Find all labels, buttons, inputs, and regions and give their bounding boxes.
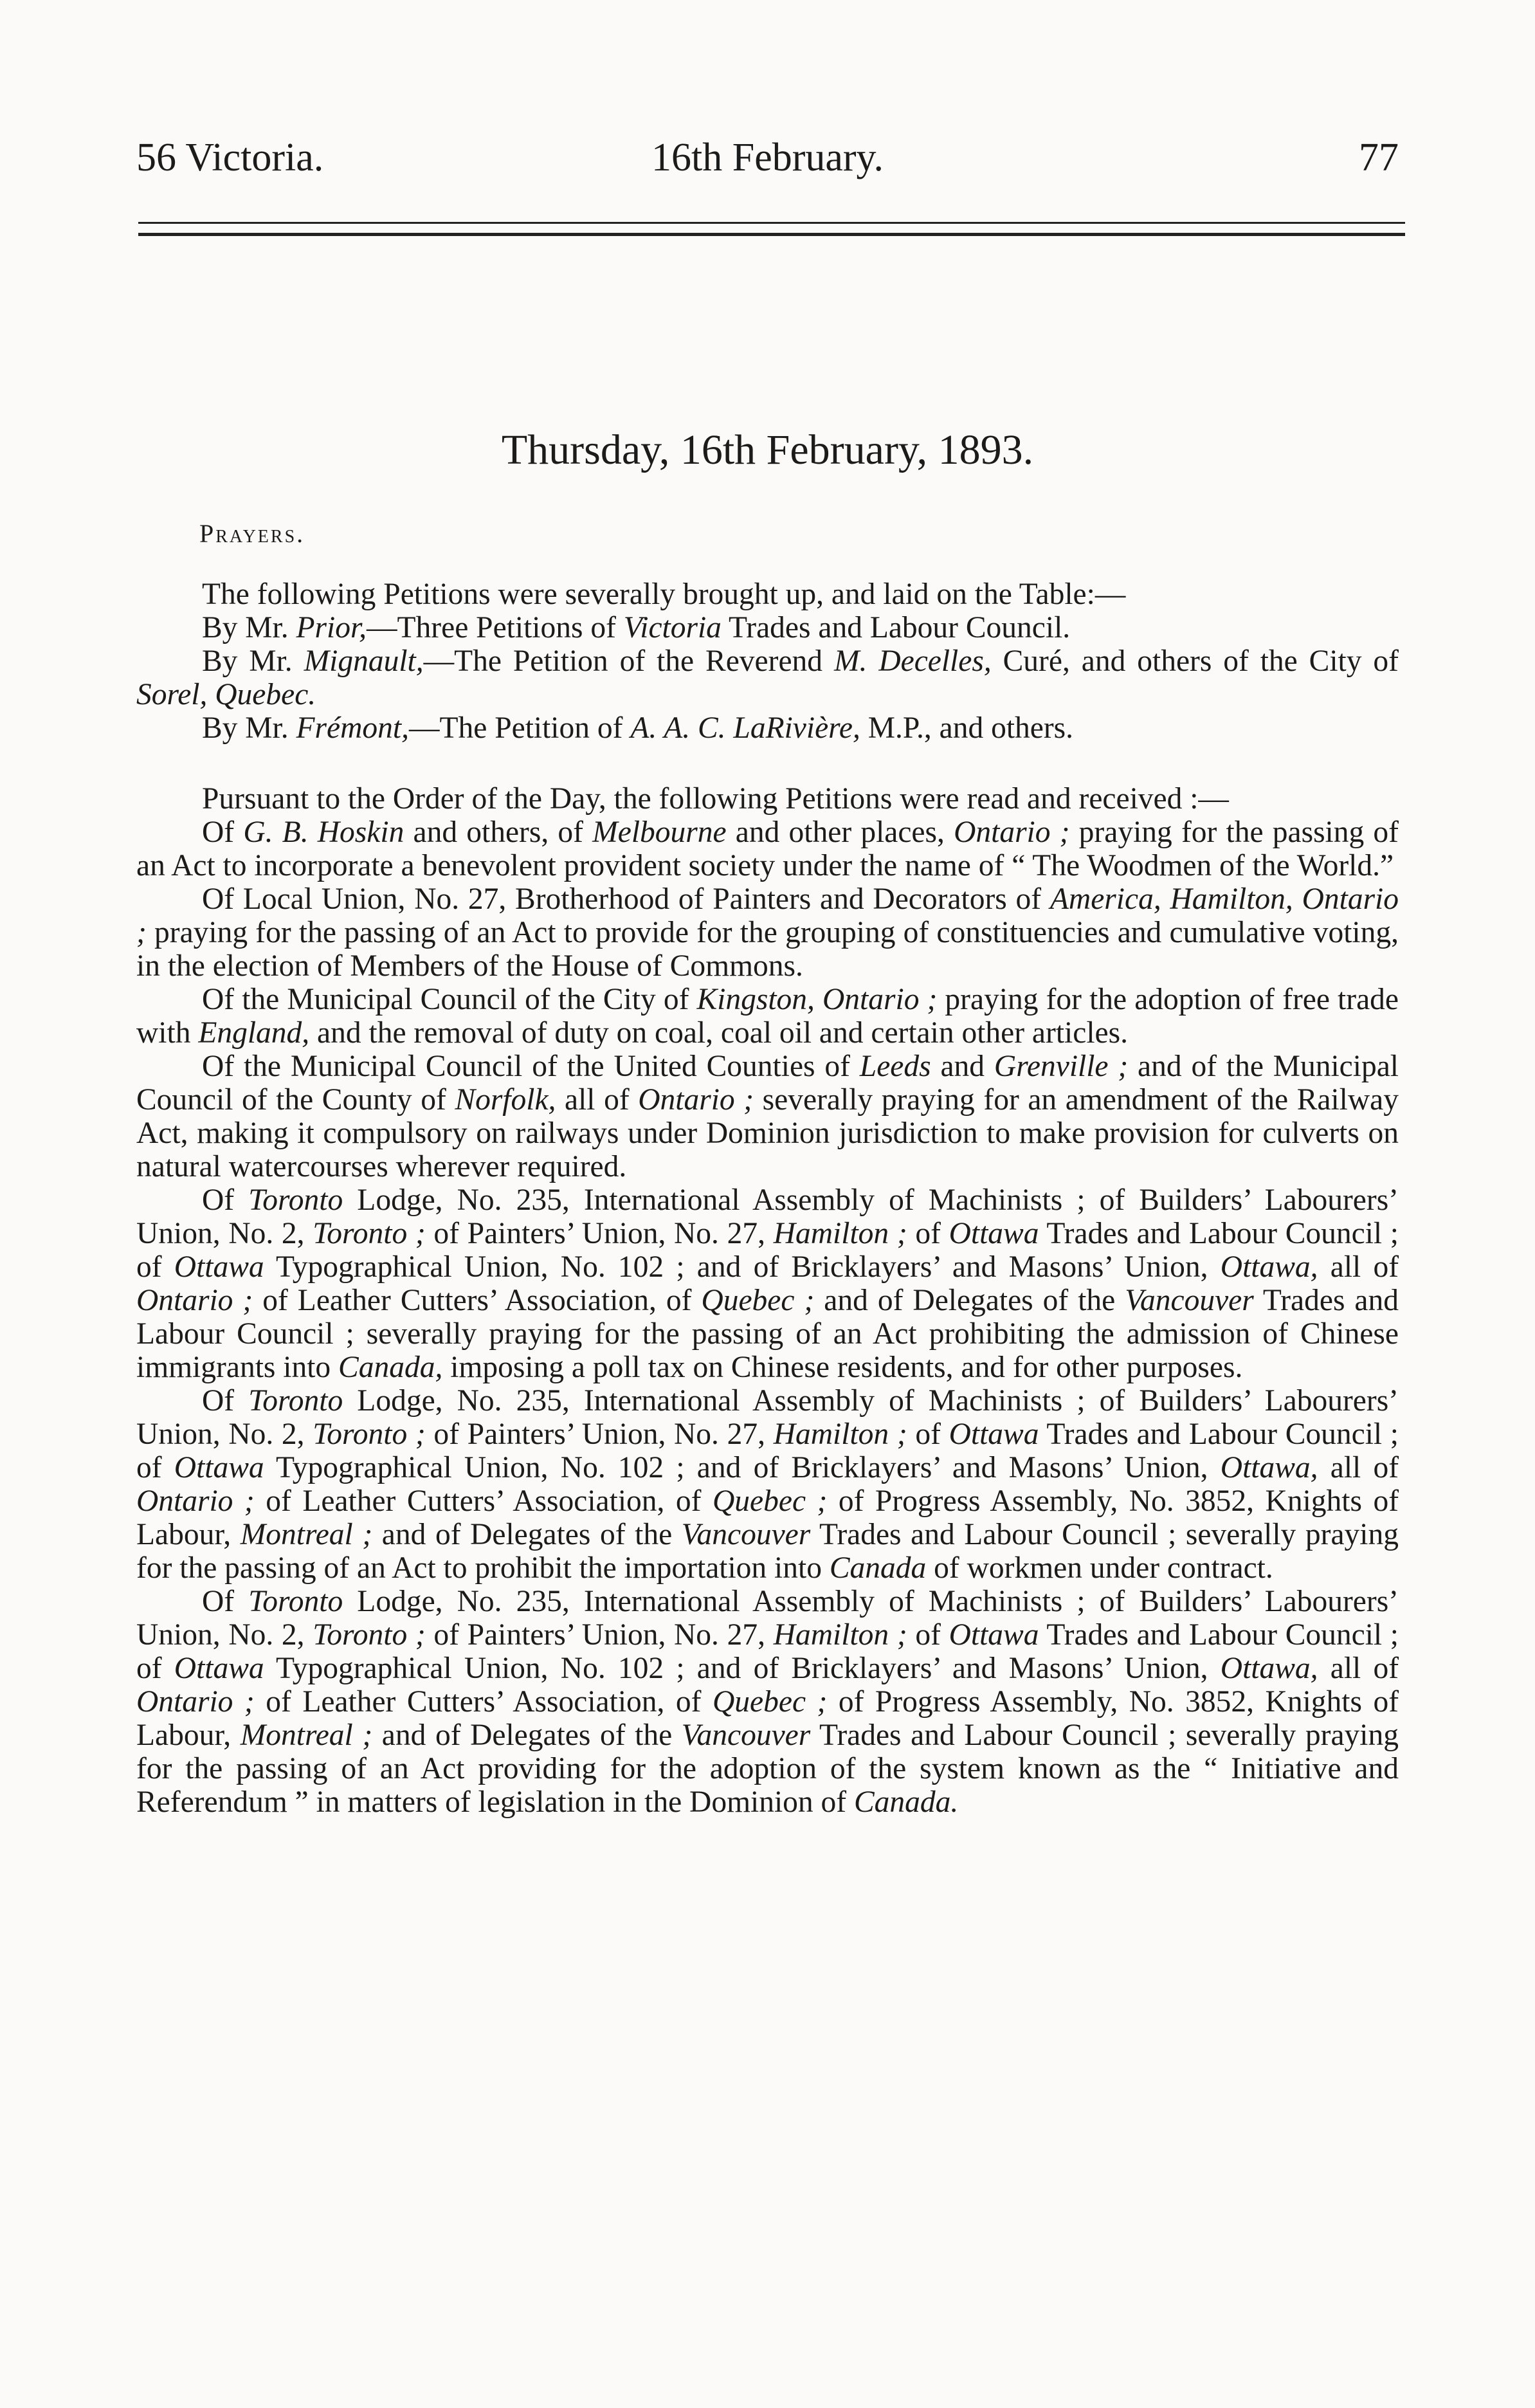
date-label: 16th February. xyxy=(651,136,884,179)
petition-received-entry: Of Toronto Lodge, No. 235, International Assembly of Machinists ; of Builders’ Labourers’ Union, No. 2, Toronto ; of Painters’ Union, No. 27, Hamilton ; of Ottawa Trades and Labour Council ; of Ottawa Typographical Union, No. 102 ; and of Bricklayers’ and Masons’ Union, Ottawa, all of Ontario ; of Leather Cutters’ Association, of Quebec ; of Progress Assembly, No. 3852, Knights of Labour, Montreal ; and of Delegates of the Vancouver Trades and Labour Council ; severally praying for the passing of an Act to prohibit the importation into Canada of workmen under contract. xyxy=(136,1384,1399,1585)
petitions-received-intro: Pursuant to the Order of the Day, the following Petitions were read and received :— xyxy=(202,782,1229,816)
petitions-brought-up-intro: The following Petitions were severally brought up, and laid on the Table:— xyxy=(202,578,1126,611)
prayers-heading: Prayers. xyxy=(199,519,305,548)
page-number: 77 xyxy=(1359,136,1399,179)
day-title: Thursday, 16th February, 1893. xyxy=(501,426,1034,473)
page-header xyxy=(0,132,1535,190)
petition-received-entry: Of Toronto Lodge, No. 235, International Assembly of Machinists ; of Builders’ Labourers’ Union, No. 2, Toronto ; of Painters’ Union, No. 27, Hamilton ; of Ottawa Trades and Labour Council ; of Ottawa Typographical Union, No. 102 ; and of Bricklayers’ and Masons’ Union, Ottawa, all of Ontario ; of Leather Cutters’ Association, of Quebec ; and of Delegates of the Vancouver Trades and Labour Council ; severally praying for the passing of an Act prohibiting the admission of Chinese immigrants into Canada, imposing a poll tax on Chinese residents, and for other purposes. xyxy=(136,1183,1399,1384)
petition-received-entry: Of Local Union, No. 27, Brotherhood of Painters and Decorators of America, Hamilton, Ontario ; praying for the passing of an Act to provide for the grouping of constituencies and cumulative voting, in the election of Members of the House of Commons. xyxy=(136,882,1399,983)
petition-received-entry: Of the Municipal Council of the City of Kingston, Ontario ; praying for the adoption of free trade with England, and the removal of duty on coal, coal oil and certain other articles. xyxy=(136,983,1399,1050)
petition-entry: By Mr. Frémont,—The Petition of A. A. C. LaRivière, M.P., and others. xyxy=(202,711,1074,745)
petition-entry: By Mr. Mignault,—The Petition of the Reverend M. Decelles, Curé, and others of the City of Sorel, Quebec. xyxy=(136,644,1399,711)
petition-received-entry: Of G. B. Hoskin and others, of Melbourne and other places, Ontario ; praying for the passing of an Act to incorporate a benevolent provident society under the name of “ The Woodmen of the World.” xyxy=(136,816,1399,882)
petition-entry: By Mr. Prior,—Three Petitions of Victoria Trades and Labour Council. xyxy=(202,611,1071,644)
session-label: 56 Victoria. xyxy=(136,136,324,179)
journal-body xyxy=(136,578,1399,1819)
header-rule-thick xyxy=(138,233,1405,236)
petition-received-entry: Of the Municipal Council of the United Counties of Leeds and Grenville ; and of the Municipal Council of the County of Norfolk, all of Ontario ; severally praying for an amendment of the Railway Act, making it compulsory on railways under Dominion jurisdiction to make provision for culverts on natural watercourses wherever required. xyxy=(136,1050,1399,1183)
petition-received-entry: Of Toronto Lodge, No. 235, International Assembly of Machinists ; of Builders’ Labourers’ Union, No. 2, Toronto ; of Painters’ Union, No. 27, Hamilton ; of Ottawa Trades and Labour Council ; of Ottawa Typographical Union, No. 102 ; and of Bricklayers’ and Masons’ Union, Ottawa, all of Ontario ; of Leather Cutters’ Association, of Quebec ; of Progress Assembly, No. 3852, Knights of Labour, Montreal ; and of Delegates of the Vancouver Trades and Labour Council ; severally praying for the passing of an Act providing for the adoption of the system known as the “ Initiative and Referendum ” in matters of legislation in the Dominion of Canada. xyxy=(136,1585,1399,1819)
header-rule-thin xyxy=(138,222,1405,224)
